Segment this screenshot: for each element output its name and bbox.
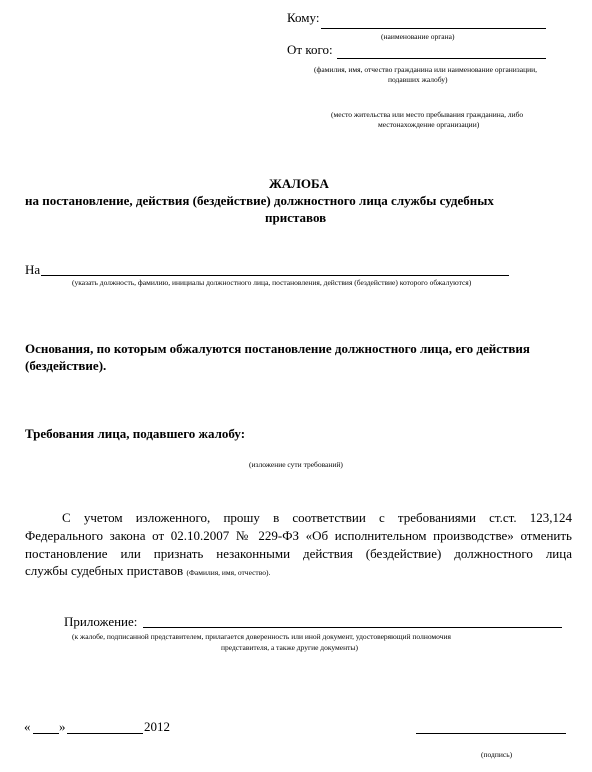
signature-line[interactable] xyxy=(416,733,566,734)
from-label: От кого: xyxy=(287,42,333,57)
demands-heading: Требования лица, подавшего жалобу: xyxy=(25,426,246,441)
request-line4-text: службы судебных приставов xyxy=(25,563,184,578)
address-hint-line2: местонахождение организации) xyxy=(378,120,480,129)
attachment-label: Приложение: xyxy=(64,614,138,629)
on-field-line[interactable] xyxy=(41,275,509,276)
to-label: Кому: xyxy=(287,10,320,25)
attachment-field-line[interactable] xyxy=(143,627,562,628)
grounds-line1: Основания, по которым обжалуются постановление должностного лица, его действия xyxy=(25,341,530,356)
to-field-line[interactable] xyxy=(321,28,546,29)
on-hint: (указать должность, фамилию, инициалы должностного лица, постановления, действия (бездействие) которого обжалуются) xyxy=(72,278,472,287)
title-line2: на постановление, действия (бездействие) должностного лица службы судебных xyxy=(25,193,494,208)
to-hint: (наименование органа) xyxy=(381,32,455,41)
address-hint-line1: (место жительства или место пребывания гражданина, либо xyxy=(331,110,524,119)
title-line3: приставов xyxy=(265,210,327,225)
signature-hint: (подпись) xyxy=(481,750,513,759)
from-field-line[interactable] xyxy=(337,58,546,59)
attachment-hint-line2: представителя, а также другие документы) xyxy=(221,643,358,652)
demands-hint: (изложение сути требований) xyxy=(249,460,343,469)
attachment-hint-line1: (к жалобе, подписанной представителем, прилагается доверенность или иной документ, удостоверяющий полномочия xyxy=(72,632,451,641)
request-line4 xyxy=(25,563,270,579)
request-line1: С учетом изложенного, прошу в соответствии с требованиями ст.ст. 123,124 xyxy=(62,510,572,525)
date-year: 2012 xyxy=(144,719,170,734)
date-month-line[interactable] xyxy=(67,733,143,734)
date-close-quote: » xyxy=(59,719,66,734)
request-line4-small: (Фамилия, имя, отчество). xyxy=(186,568,271,577)
document-title: ЖАЛОБА xyxy=(269,176,329,191)
from-hint-line2: подавших жалобу) xyxy=(388,75,448,84)
request-line3: постановление или признать незаконными действия (бездействие) должностного лица xyxy=(25,546,572,561)
from-hint-line1: (фамилия, имя, отчество гражданина или наименование организации, xyxy=(314,65,538,74)
grounds-line2: (бездействие). xyxy=(25,358,107,373)
request-line2: Федерального закона от 02.10.2007 № 229-ФЗ «Об исполнительном производстве» отменить xyxy=(25,528,572,543)
date-open-quote: « xyxy=(24,719,31,734)
on-label: На xyxy=(25,262,41,277)
date-day-line[interactable] xyxy=(33,733,59,734)
